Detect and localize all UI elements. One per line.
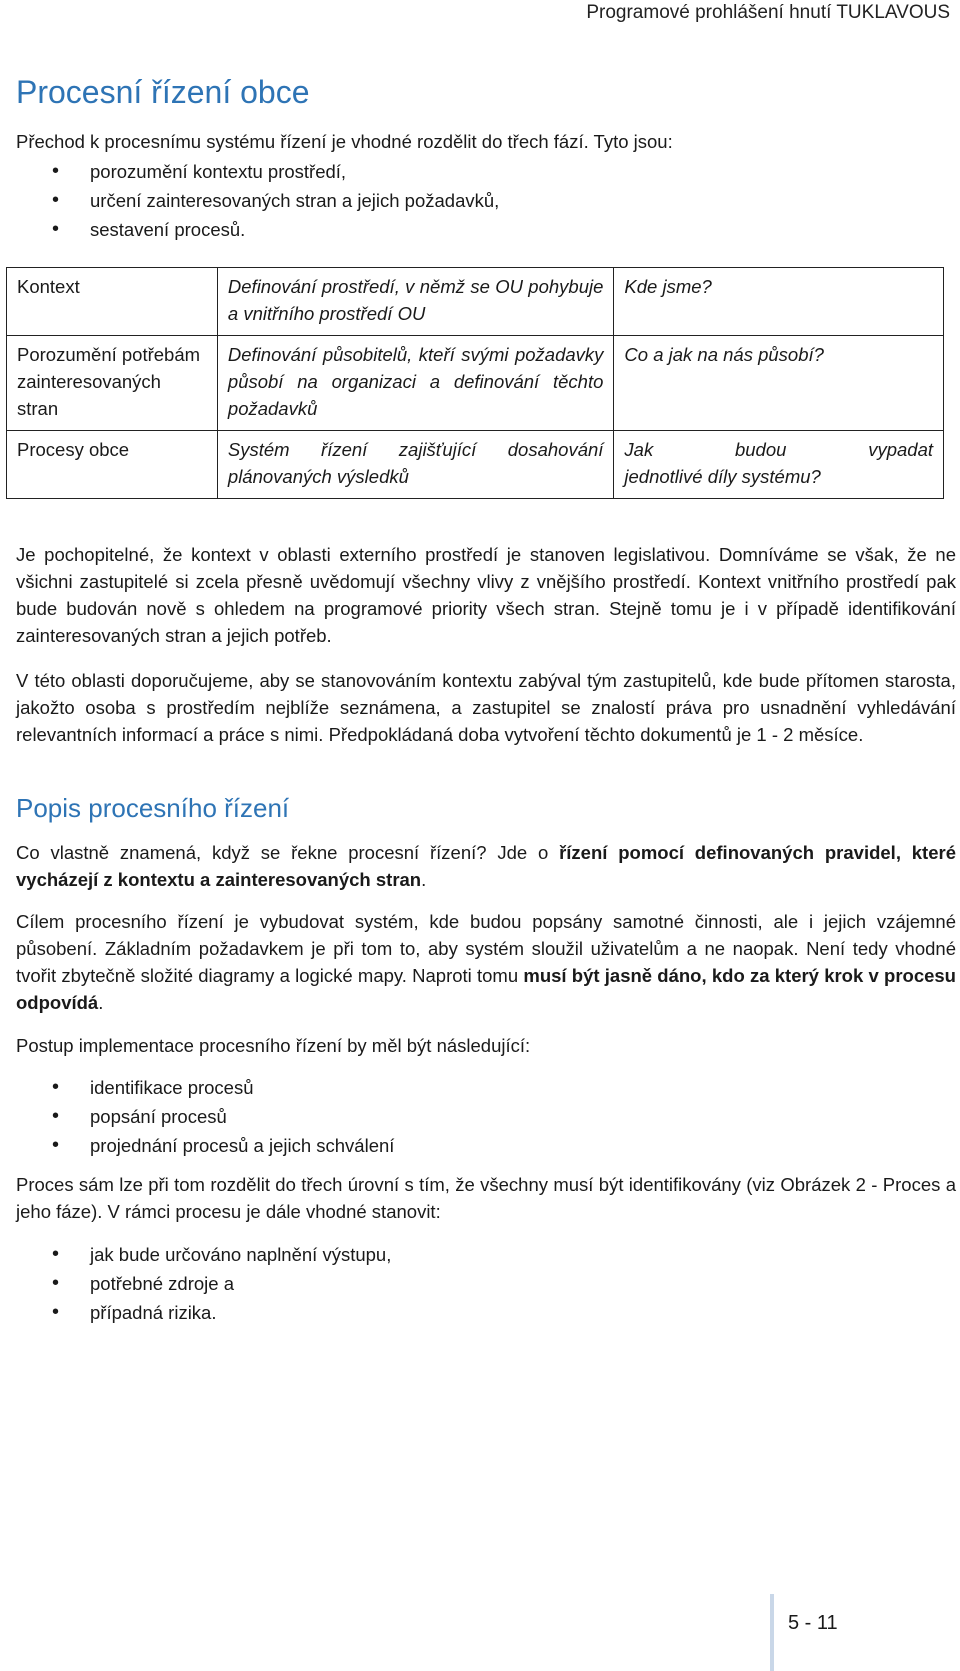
row-question [614,431,944,499]
process-items [52,1240,391,1327]
paragraph-goal [16,908,956,1016]
text-run: Cílem procesního řízení je vybudovat systém, kde budou popsány samotné činnosti, ale i jejich vzájemné působení. Základním požadavkem je při tom to, aby systém sloužil uživatelům a ne naopak. Není tedy vhodné tvořit zbytečně složité diagramy a logické mapy. Naproti tomu [16,911,956,986]
row-description: Definování prostředí, v němž se OU pohybuje a vnitřního prostředí OU [217,268,614,336]
implementation-steps [52,1073,394,1160]
list-item: • projednání procesů a jejich schválení [52,1131,394,1160]
page-number: 5 - 11 [788,1612,838,1634]
page-number-box [770,1594,954,1671]
table-row [7,336,944,431]
row-question: Kde jsme? [614,268,944,336]
text-run: Co vlastně znamená, když se řekne procesní řízení? Jde o [16,842,560,863]
list-item: • sestavení procesů. [52,215,499,244]
paragraph-team: V této oblasti doporučujeme, aby se stanovováním kontextu zabýval tým zastupitelů, kde bude přítomen starosta, jakožto osoba s prostředím nejblíže seznámena, a zastupitel se znalostí práva pro usnadnění vyhledávání relevantních informací a práce s nimi. Předpokládaná doba vytvoření těchto dokumentů je 1 - 2 měsíce. [16,670,956,745]
row-description: Definování působitelů, kteří svými požadavky působí na organizaci a definování těchto požadavků [217,336,614,431]
paragraph-implementation: Postup implementace procesního řízení by měl být následující: [16,1035,531,1056]
row-label: Porozumění potřebám zainteresovaných stran [7,336,218,431]
row-label: Procesy obce [7,431,218,499]
text-run-bold: řízení pomocí definovaných pravidel, které vycházejí z kontextu a zainteresovaných stran [16,842,956,890]
row-label: Kontext [7,268,218,336]
paragraph-definition [16,839,956,893]
phase-list [52,157,499,244]
list-item: • jak bude určováno naplnění výstupu, [52,1240,391,1269]
row-question-line: Jak budou vypadat [624,439,933,460]
row-question-line: jednotlivé díly systému? [624,466,821,487]
row-question: Co a jak na nás působí? [614,336,944,431]
list-item: • identifikace procesů [52,1073,394,1102]
row-description: Systém řízení zajišťující dosahování plánovaných výsledků [217,431,614,499]
text-run: . [98,992,104,1013]
list-item: • popsání procesů [52,1102,394,1131]
table-row [7,268,944,336]
text-run: . [421,869,427,890]
section-heading-popis: Popis procesního řízení [16,793,290,823]
paragraph-context: Je pochopitelné, že kontext v oblasti externího prostředí je stanoven legislativou. Domníváme se však, že ne všichni zastupitelé si zcela přesně uvědomují všechny vlivy z vnějšího prostředí. Kontext vnitřního prostředí pak bude budován nově s ohledem na programové priority všech stran. Stejně tomu je i v případě identifikování zainteresovaných stran a jejich potřeb. [16,544,956,646]
table-row [7,431,944,499]
section-heading-procesni-rizeni: Procesní řízení obce [16,74,310,110]
running-header: Programové prohlášení hnutí TUKLAVOUS [586,2,950,23]
paragraph-levels: Proces sám lze při tom rozdělit do třech úrovní s tím, že všechny musí být identifikovány (viz Obrázek 2 - Proces a jeho fáze). V rámci procesu je dále vhodné stanovit: [16,1174,956,1222]
intro-paragraph: Přechod k procesnímu systému řízení je vhodné rozdělit do třech fází. Tyto jsou: [16,131,673,152]
list-item: • určení zainteresovaných stran a jejich požadavků, [52,186,499,215]
text-run-bold: musí být jasně dáno, kdo za který krok v procesu odpovídá [16,965,956,1013]
list-item: • potřebné zdroje a [52,1269,391,1298]
phases-table [6,267,944,499]
list-item: • případná rizika. [52,1298,391,1327]
list-item: • porozumění kontextu prostředí, [52,157,499,186]
